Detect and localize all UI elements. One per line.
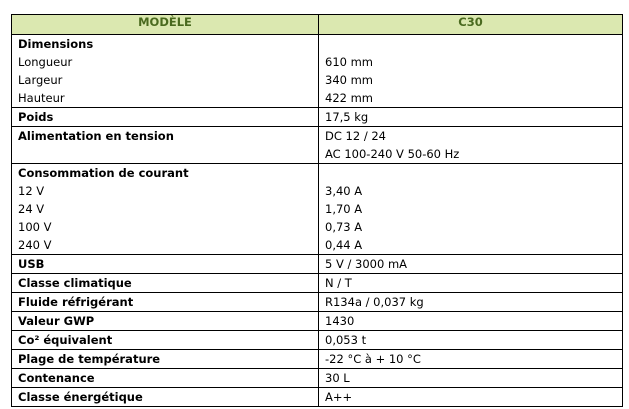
spec-label-cell: [12, 369, 319, 388]
spec-value: 0,44 A: [325, 238, 363, 252]
spec-label-cell: [12, 312, 319, 331]
spec-value: 340 mm: [325, 73, 374, 87]
spec-label-cell: [12, 350, 319, 369]
spec-label: Contenance: [18, 371, 95, 385]
spec-sublabel: 100 V: [18, 220, 52, 234]
spec-label: Consommation de courant: [18, 166, 189, 180]
spec-label-cell: [12, 108, 319, 127]
spec-sublabel: Largeur: [18, 73, 63, 87]
spec-sublabel: Longueur: [18, 55, 73, 69]
spec-value: A++: [325, 390, 353, 404]
table-row: [12, 350, 623, 369]
spec-value-cell: [319, 388, 623, 407]
spec-label-cell: [12, 388, 319, 407]
spec-label-cell: [12, 331, 319, 350]
spec-label-cell: [12, 127, 319, 164]
spec-value-cell: [319, 369, 623, 388]
spec-value-cell: [319, 108, 623, 127]
spec-value: 610 mm: [325, 55, 374, 69]
spec-value: 422 mm: [325, 91, 374, 105]
spec-label: Fluide réfrigérant: [18, 295, 134, 309]
spec-value: 5 V / 3000 mA: [325, 257, 408, 271]
spec-value: [325, 35, 622, 53]
spec-value: 3,40 A: [325, 184, 363, 198]
spec-value: R134a / 0,037 kg: [325, 295, 424, 309]
table-row: [12, 293, 623, 312]
spec-value-cell: [319, 293, 623, 312]
model-label-header: MODÈLE: [12, 15, 319, 35]
spec-label-cell: [12, 293, 319, 312]
spec-label-cell: [12, 164, 319, 255]
spec-label: Poids: [18, 110, 54, 124]
spec-value-cell: [319, 255, 623, 274]
spec-label-cell: [12, 274, 319, 293]
table-row: [12, 127, 623, 164]
spec-label: Valeur GWP: [18, 314, 95, 328]
spec-value-cell: [319, 274, 623, 293]
spec-value: 0,73 A: [325, 220, 363, 234]
spec-value: [325, 164, 622, 182]
spec-sublabel: 24 V: [18, 202, 45, 216]
table-row: [12, 164, 623, 255]
spec-value: AC 100-240 V 50-60 Hz: [325, 147, 460, 161]
spec-value: 30 L: [325, 371, 350, 385]
spec-label: Plage de température: [18, 352, 161, 366]
spec-sublabel: 12 V: [18, 184, 45, 198]
table-row: [12, 108, 623, 127]
spec-value-cell: [319, 331, 623, 350]
table-row: [12, 312, 623, 331]
spec-sublabel: Hauteur: [18, 91, 65, 105]
model-value-header: C30: [319, 15, 623, 35]
spec-label: Alimentation en tension: [18, 129, 174, 143]
spec-label: Classe climatique: [18, 276, 132, 290]
table-row: [12, 35, 623, 108]
spec-label: Dimensions: [18, 37, 94, 51]
spec-table: [11, 14, 623, 407]
spec-sublabel: [18, 145, 318, 163]
spec-label: USB: [18, 257, 45, 271]
spec-value-cell: [319, 127, 623, 164]
spec-table-body: [12, 35, 623, 407]
spec-value-cell: [319, 35, 623, 108]
table-row: [12, 369, 623, 388]
spec-sublabel: 240 V: [18, 238, 52, 252]
spec-value: 17,5 kg: [325, 110, 369, 124]
spec-label-cell: [12, 35, 319, 108]
spec-label-cell: [12, 255, 319, 274]
spec-value-cell: [319, 312, 623, 331]
spec-label: Co² équivalent: [18, 333, 113, 347]
header-row: [12, 15, 623, 35]
table-row: [12, 331, 623, 350]
table-row: [12, 388, 623, 407]
spec-label: Classe énergétique: [18, 390, 143, 404]
spec-value: 0,053 t: [325, 333, 367, 347]
spec-table-header: [12, 15, 623, 35]
spec-value-cell: [319, 164, 623, 255]
spec-value: N / T: [325, 276, 352, 290]
spec-value: -22 °C à + 10 °C: [325, 352, 421, 366]
spec-value: 1,70 A: [325, 202, 363, 216]
spec-value: 1430: [325, 314, 355, 328]
table-row: [12, 274, 623, 293]
spec-value: DC 12 / 24: [325, 129, 386, 143]
spec-value-cell: [319, 350, 623, 369]
table-row: [12, 255, 623, 274]
